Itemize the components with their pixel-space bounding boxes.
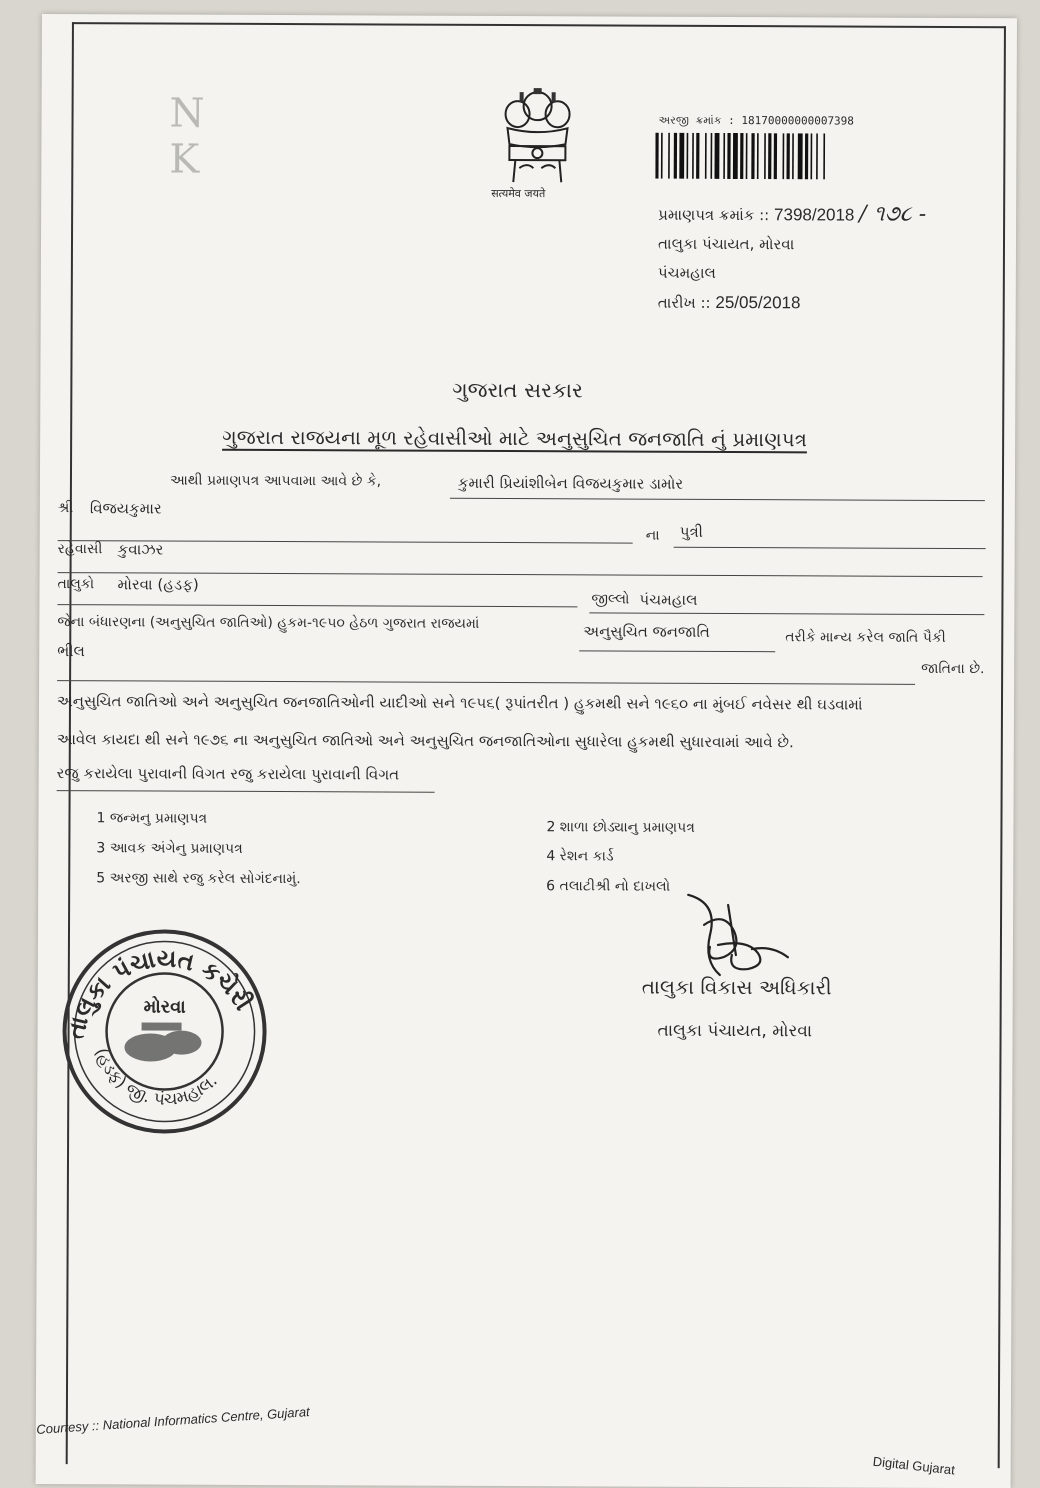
seal-text-top: તાલુકા પંચાયત કચેરી bbox=[61, 944, 258, 1042]
signatory-office: તાલુકા પંચાયત, મોરવા bbox=[657, 1020, 813, 1042]
faint-mark-1: N bbox=[169, 90, 205, 137]
document-item-3: 3 આવક અંગેનુ પ્રમાણપત્ર bbox=[96, 840, 243, 857]
seal-text-middle: મોરવા bbox=[143, 996, 186, 1018]
recognized-text: તરીકે માન્ય કરેલ જાતિ પૈકી bbox=[785, 629, 946, 646]
handwritten-number: / ૧૭૮ - bbox=[859, 201, 927, 227]
village: કુવાઝર bbox=[117, 540, 164, 559]
document-item-1: 1 જન્મનુ પ્રમાણપત્ર bbox=[96, 810, 208, 827]
issuing-office: તાલુકા પંચાયત, મોરવા bbox=[657, 234, 795, 254]
certificate-number-row bbox=[658, 201, 926, 227]
courtesy-footer: Courtesy :: National Informatics Centre, Gujarat bbox=[35, 1404, 311, 1437]
documents-heading: રજુ કરાયેલા પુરાવાની વિગત રજુ કરાયેલા પુરાવાની વિગત bbox=[56, 764, 400, 784]
district: પંચમહાલ bbox=[639, 590, 698, 609]
caste: ભીલ bbox=[57, 642, 85, 661]
resident-label: રહેવાસી bbox=[57, 541, 103, 558]
na-label: ના bbox=[645, 527, 660, 544]
official-seal-icon bbox=[55, 922, 274, 1141]
document-item-5: 5 અરજી સાથે રજુ કરેલ સોગંદનામું. bbox=[96, 870, 301, 888]
date-label: તારીખ :: bbox=[657, 293, 711, 312]
constitution-text: જેના બંધારણના (અનુસુચિત જાતિઓ) હુકમ-૧૯૫૦ હેઠળ ગુજરાત રાજયમાં bbox=[57, 614, 480, 632]
brand-footer: Digital Gujarat bbox=[872, 1453, 956, 1478]
district-label: જીલ્લો bbox=[591, 591, 630, 608]
emblem-motto: सत्यमेव जयते bbox=[491, 186, 546, 201]
signatory-title: તાલુકા વિકાસ અધિકારી bbox=[641, 974, 832, 1000]
certificate-number: 7398/2018 bbox=[774, 205, 855, 225]
seal-text-bottom: (હડફ) જી. પંચમહાલ. bbox=[90, 1045, 222, 1111]
legal-paragraph-line-1: અનુસુચિત જાતિઓ અને અનુસુચિત જનજાતિઓની યાદીઓ સને ૧૯૫૬( રૂપાંતરીત ) હુકમથી સને ૧૯૬૦ ના મુંબઈ નવેસર થી ઘડવામાં bbox=[56, 692, 863, 714]
date-row bbox=[658, 293, 801, 314]
holder-name: કુમારી પ્રિયાંશીબેન વિજયકુમાર ડામોર bbox=[457, 473, 684, 493]
taluka: મોરવા (હડફ) bbox=[117, 575, 199, 594]
barcode-icon bbox=[655, 133, 859, 180]
shri-label: શ્રી bbox=[57, 500, 74, 517]
document-item-4: 4 રેશન કાર્ડ bbox=[546, 848, 614, 865]
father-name: વિજયકુમાર bbox=[89, 499, 162, 518]
legal-paragraph-line-2: આવેલ કાયદા થી સને ૧૯૭૬ ના અનુસુચિત જાતિઓ અને અનુસુચિત જનજાતિઓના સુધારેલા હુકમથી સુધારવામાં આવે છે. bbox=[56, 730, 794, 752]
category: અનુસુચિત જનજાતિ bbox=[583, 622, 710, 641]
certificate-paper bbox=[36, 14, 1017, 1488]
government-title: ગુજરાત સરકાર bbox=[452, 377, 583, 403]
faint-mark-2: K bbox=[169, 136, 200, 183]
certificate-number-label: પ્રમાણપત્ર ક્રમાંક :: bbox=[658, 205, 770, 225]
intro-text: આથી પ્રમાણપત્ર આપવામા આવે છે કે, bbox=[169, 472, 382, 490]
relation: પુત્રી bbox=[679, 522, 704, 541]
issuing-district: પંચમહાલ bbox=[657, 263, 716, 282]
caste-suffix: જાતિના છે. bbox=[921, 660, 985, 678]
taluka-label: તાલુકો bbox=[57, 576, 95, 593]
application-number: અરજી ક્રમાંક : 18170000000007398 bbox=[658, 113, 854, 128]
document-item-6: 6 તલાટીશ્રી નો દાખલો bbox=[546, 878, 671, 895]
certificate-title: ગુજરાત રાજયના મૂળ રહેવાસીઓ માટે અનુસુચિત જનજાતિ નું પ્રમાણપત્ર bbox=[222, 424, 808, 452]
document-item-2: 2 શાળા છોડ્યાનુ પ્રમાણપત્ર bbox=[546, 819, 695, 836]
issue-date: 25/05/2018 bbox=[715, 292, 801, 313]
faint-marks bbox=[169, 91, 204, 183]
